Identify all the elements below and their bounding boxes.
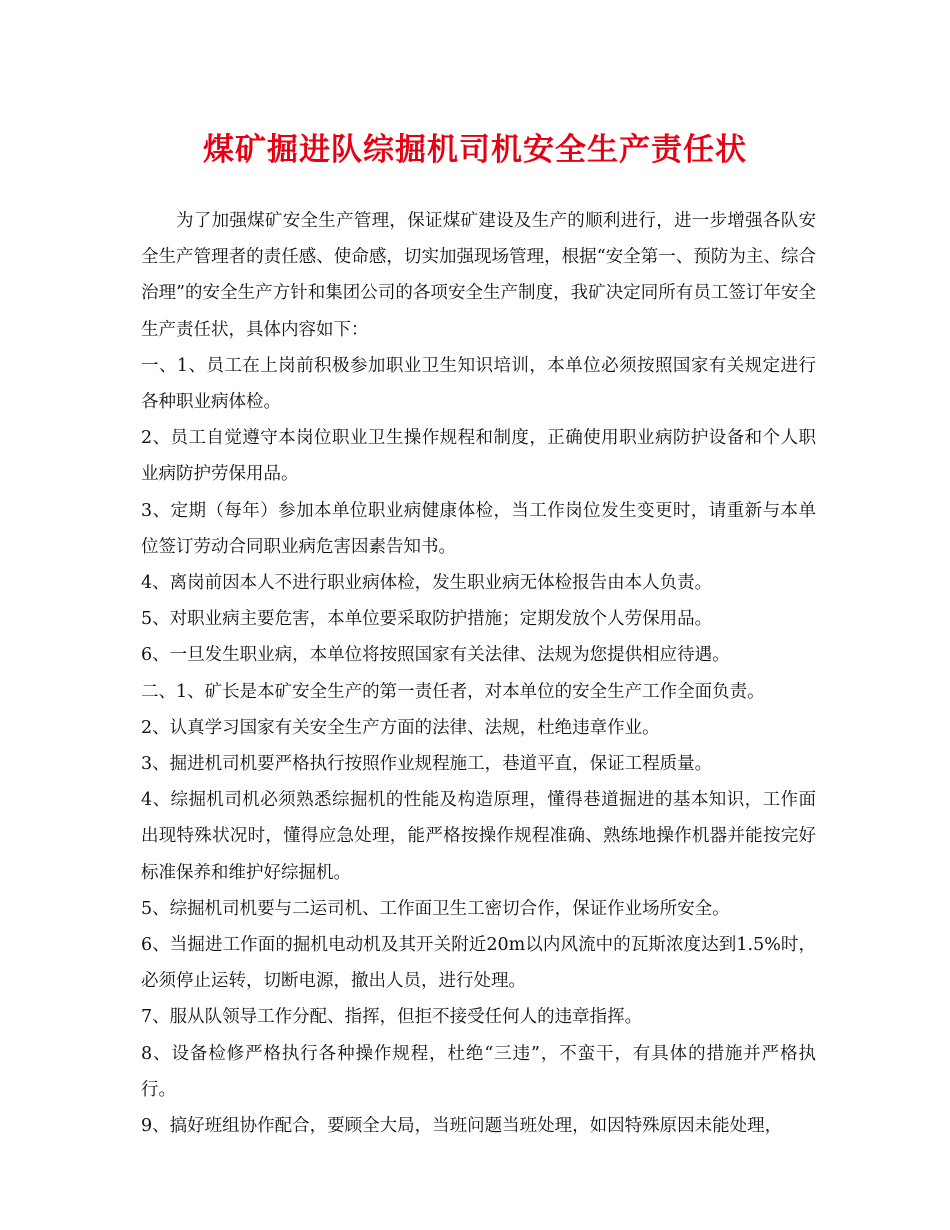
clause-paragraph: 9、搞好班组协作配合，要顾全大局，当班问题当班处理，如因特殊原因未能处理， <box>141 1116 783 1137</box>
clause-paragraph: 5、综掘机司机要与二运司机、工作面卫生工密切合作，保证作业场所安全。 <box>141 898 730 919</box>
clause-paragraph: 6、当掘进工作面的掘机电动机及其开关附近20m以内风流中的瓦斯浓度达到1.5%时，必须停止运转，切断电源，撤出人员，进行处理。 <box>141 935 816 992</box>
intro-paragraph: 为了加强煤矿安全生产管理，保证煤矿建设及生产的顺利进行，进一步增强各队安全生产管理者的责任感、使命感，切实加强现场管理，根据“安全第一、预防为主、综合治理”的安全生产方针和集团公司的各项安全生产制度，我矿决定同所有员工签订年安全生产责任状，具体内容如下： <box>141 211 816 340</box>
document-title: 煤矿掘进队综掘机司机安全生产责任状 <box>203 132 747 168</box>
clause-paragraph: 2、认真学习国家有关安全生产方面的法律、法规，杜绝违章作业。 <box>141 717 660 738</box>
clause-paragraph: 8、设备检修严格执行各种操作规程，杜绝“三违”，不蛮干，有具体的措施并严格执行。 <box>141 1043 816 1100</box>
clause-paragraph: 3、掘进机司机要严格执行按照作业规程施工，巷道平直，保证工程质量。 <box>141 754 713 775</box>
clause-paragraph: 一、1、员工在上岗前积极参加职业卫生知识培训，本单位必须按照国家有关规定进行各种职业病体检。 <box>141 355 816 413</box>
document-body <box>141 203 816 1144</box>
clause-paragraph: 7、服从队领导工作分配、指挥，但拒不接受任何人的违章指挥。 <box>141 1007 643 1028</box>
clause-paragraph: 5、对职业病主要危害，本单位要采取防护措施；定期发放个人劳保用品。 <box>141 609 713 630</box>
clause-paragraph: 6、一旦发生职业病，本单位将按照国家有关法律、法规为您提供相应待遇。 <box>141 645 730 666</box>
clause-paragraph: 4、离岗前因本人不进行职业病体检，发生职业病无体检报告由本人负责。 <box>141 573 713 594</box>
clause-paragraph: 3、定期（每年）参加本单位职业病健康体检，当工作岗位发生变更时，请重新与本单位签订劳动合同职业病危害因素告知书。 <box>141 500 816 557</box>
clause-paragraph: 二、1、矿长是本矿安全生产的第一责任者，对本单位的安全生产工作全面负责。 <box>141 681 765 702</box>
clause-paragraph: 4、综掘机司机必须熟悉综掘机的性能及构造原理，懂得巷道掘进的基本知识，工作面出现特殊状况时，懂得应急处理，能严格按操作规程准确、熟练地操作机器并能按完好标准保养和维护好综掘机。 <box>141 790 816 883</box>
clause-paragraph: 2、员工自觉遵守本岗位职业卫生操作规程和制度，正确使用职业病防护设备和个人职业病防护劳保用品。 <box>141 428 816 485</box>
